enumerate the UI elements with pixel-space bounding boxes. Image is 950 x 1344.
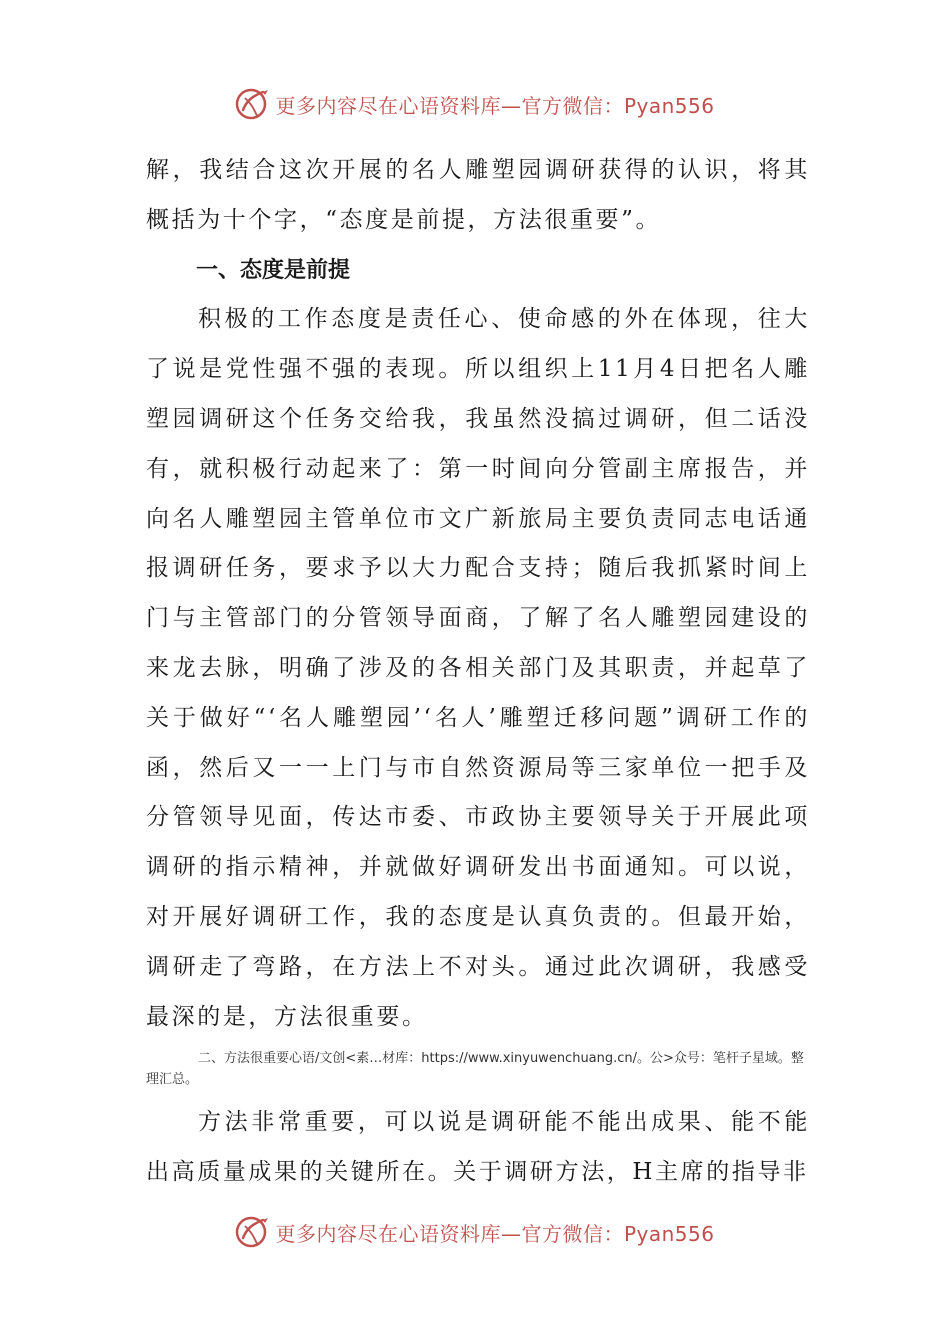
header-banner-text: 更多内容尽在心语资料库—官方微信：Pyan556 (275, 93, 715, 118)
section2-paragraph: 方法非常重要，可以说是调研能不能出成果、能不能出高质量成果的关键所在。关于调研方法，H主席的指导非 (146, 1109, 810, 1186)
footer-banner (0, 1212, 950, 1252)
footer-banner-text: 更多内容尽在心语资料库—官方微信：Pyan556 (275, 1221, 715, 1246)
intro-paragraph: 解，我结合这次开展的名人雕塑园调研获得的认识，将其概括为十个字，“态度是前提，方法很重要”。 (146, 157, 810, 233)
header-banner (0, 84, 950, 124)
pen-logo-icon (235, 1214, 271, 1250)
section1-heading: 一、态度是前提 (196, 257, 351, 283)
section2-note: 二、方法很重要心语/文创<素…材库：https://www.xinyuwenchuang.cn/。公>众号：笔杆子星域。整理汇总。 (146, 1051, 804, 1088)
pen-logo-icon (235, 86, 271, 122)
document-body (146, 146, 810, 1198)
section1-paragraph: 积极的工作态度是责任心、使命感的外在体现，往大了说是党性强不强的表现。所以组织上11月4日把名人雕塑园调研这个任务交给我，我虽然没搞过调研，但二话没有，就积极行动起来了：第一时间向分管副主席报告，并向名人雕塑园主管单位市文广新旅局主要负责同志电话通报调研任务，要求予以大力配合支持；随后我抓紧时间上门与主管部门的分管领导面商，了解了名人雕塑园建设的来龙去脉，明确了涉及的各相关部门及其职责，并起草了关于做好“‘名人雕塑园’‘名人’雕塑迁移问题”调研工作的函，然后又一一上门与市自然资源局等三家单位一把手及分管领导见面，传达市委、市政协主要领导关于开展此项调研的指示精神，并就做好调研发出书面通知。可以说，对开展好调研工作，我的态度是认真负责的。但最开始，调研走了弯路，在方法上不对头。通过此次调研，我感受最深的是，方法很重要。 (146, 306, 810, 1030)
